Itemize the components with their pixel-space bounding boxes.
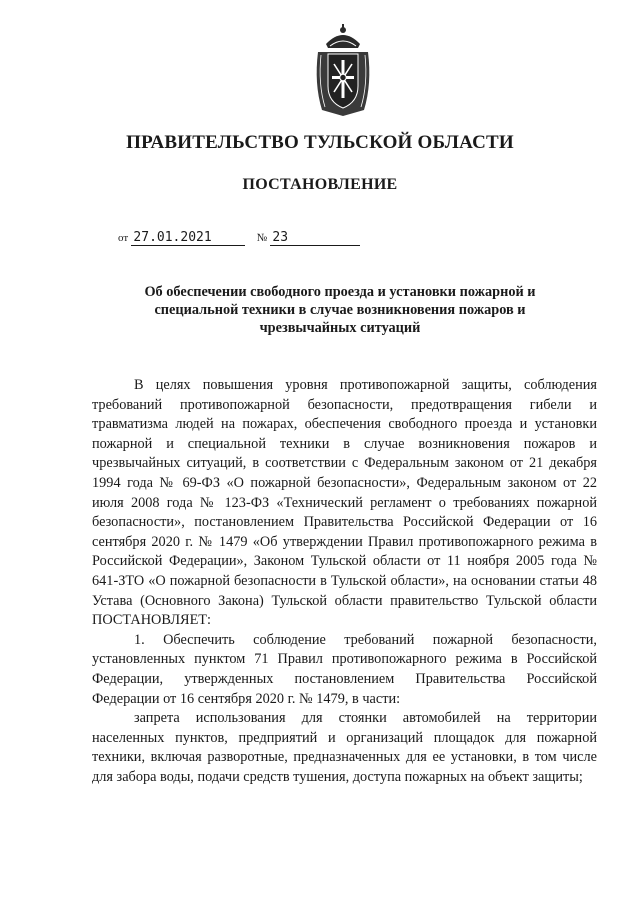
tula-coat-of-arms-icon bbox=[312, 24, 374, 118]
body-paragraph-item-1: 1. Обеспечить соблюдение требований пожарной безопасности, установленных пунктом 71 Правил противопожарного режима в Российской Федерации, утвержденных постановлением Правительства Российской Федерации от 16 сентября 2020 г. № 1479, в части: bbox=[92, 631, 597, 707]
body-paragraph-subitem: запрета использования для стоянки автомобилей на территории населенных пунктов, предприятий и организаций площадок для пожарной техники, включая разворотные, предназначенных для ее установки, в том числе для забора воды, подачи средств тушения, доступа пожарных на объект защиты; bbox=[92, 710, 597, 785]
body-paragraph-preamble: В целях повышения уровня противопожарной защиты, соблюдения требований противопожарной безопасности, предотвращения гибели и травматизма людей на пожарах, обеспечения свободного проезда и установки пожарной и специальной техники в случае возникновения пожаров и чрезвычайных ситуаций, в соответствии с Федеральным законом от 21 декабря 1994 года № 69-ФЗ «О пожарной безопасности», Федеральным законом от 22 июля 2008 года № 123-ФЗ «Технический регламент о требованиях пожарной безопасности», постановлением Правительства Российской Федерации от 16 сентября 2020 г. № 1479 «Об утверждении Правил противопожарного режима в Российской Федерации», Законом Тульской области от 11 ноября 2005 года № 641-ЗТО «О пожарной безопасности в Тульской области», на основании статьи 48 Устава (Основного Закона) Тульской области правительство Тульской области ПОСТАНОВЛЯЕТ: bbox=[92, 377, 597, 629]
document-type: ПОСТАНОВЛЕНИЕ bbox=[242, 176, 398, 193]
document-body bbox=[92, 376, 597, 787]
number-label: № bbox=[256, 232, 268, 244]
date-number-line bbox=[118, 229, 360, 246]
date-label: от bbox=[118, 232, 129, 244]
organization-name: ПРАВИТЕЛЬСТВО ТУЛЬСКОЙ ОБЛАСТИ bbox=[126, 132, 514, 153]
document-date: 27.01.2021 bbox=[131, 230, 245, 246]
document-number: 23 bbox=[270, 230, 360, 246]
document-title: Об обеспечении свободного проезда и установки пожарной и специальной техники в случае возникновения пожаров и чрезвычайных ситуаций bbox=[144, 284, 536, 336]
